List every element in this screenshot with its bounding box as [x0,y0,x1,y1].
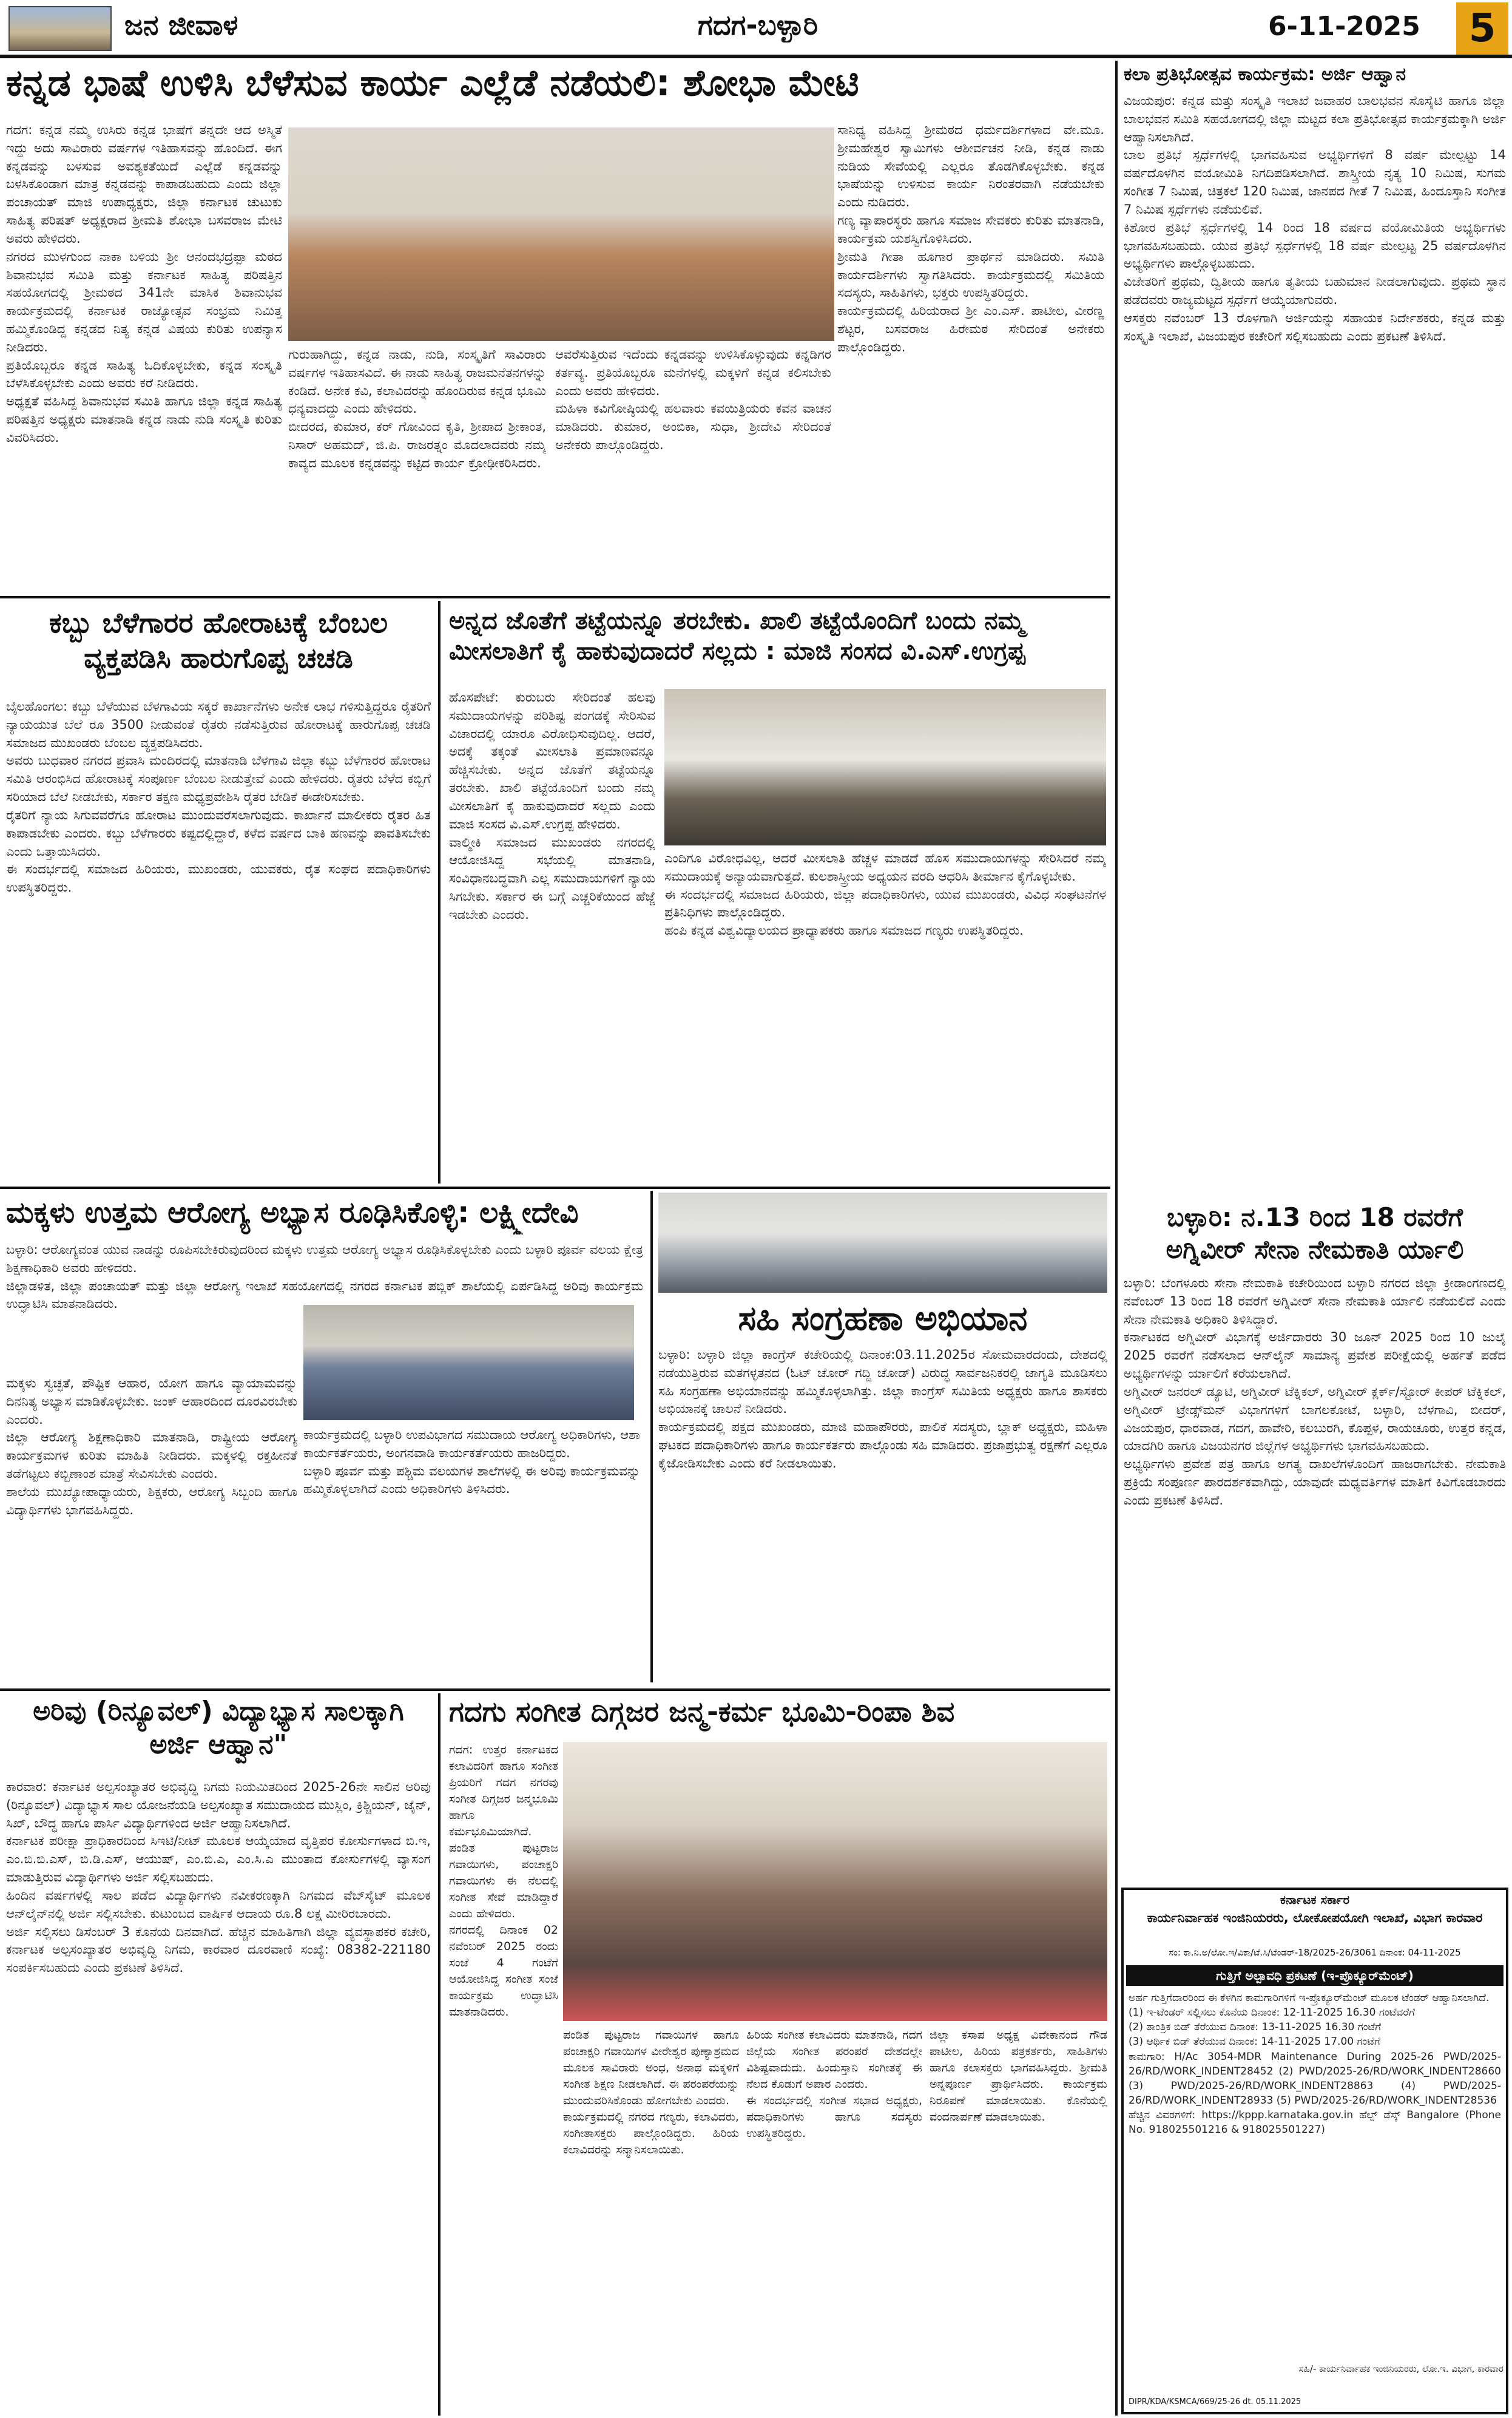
paper-name: ಜನ ಜೀವಾಳ [124,8,238,41]
a6-headline: ಅರಿವು (ರಿನ್ಯೂವಲ್) ವಿದ್ಯಾಭ್ಯಾಸ ಸಾಲಕ್ಕಾಗಿ ಅರ್ಜಿ ಆಹ್ವಾನ" [33,1696,404,1760]
tender-ref: ಸಂ: ಕಾ.ನಿ.ಅ/ಲೋ.ಇ/ವಿಕಾ/ಟೆ.ಸಿ/ಟೆಂಡರ್-18/2025-26/3061 ದಿನಾಂಕ: 04-11-2025 [1169,1947,1461,1958]
a3-photo [664,689,1106,845]
page-header [0,0,1512,58]
a7-col4: ಜಿಲ್ಲಾ ಕಸಾಪ ಅಧ್ಯಕ್ಷ ವಿವೇಕಾನಂದ ಗೌಡ ಪಾಟೀಲ, ಹಿರಿಯ ಪತ್ರಕರ್ತರು, ಸಾಹಿತಿಗಳು ಹಾಗೂ ಕಲಾಸಕ್ತರು ಭಾಗವಹಿಸಿದ್ದರು. ಶ್ರೀಮತಿ ಅನ್ನಪೂರ್ಣ ಪ್ರಾರ್ಥಿಸಿದರು. ಕಾರ್ಯಕ್ರಮ ನಿರೂಪಣೆ ಮಾಡಲಾಯಿತು. ಕೊನೆಯಲ್ಲಿ ವಂದನಾರ್ಪಣೆ ಮಾಡಲಾಯಿತು. [930,2028,1107,2124]
a1-col2: ಗುರುಹಾಗಿದ್ದು, ಕನ್ನಡ ನಾಡು, ನುಡಿ, ಸಂಸ್ಕೃತಿಗೆ ಸಾವಿರಾರು ವರ್ಷಗಳ ಇತಿಹಾಸವಿದೆ. ಈ ನಾಡು ಸಾಹಿತ್ಯ ರಾಜಮನೆತನಗಳನ್ನು ಕಂಡಿದೆ. ಅನೇಕ ಕವಿ, ಕಲಾವಿದರನ್ನು ಹೊಂದಿರುವ ಕನ್ನಡ ಭೂಮಿ ಧನ್ಯವಾದದ್ದು ಎಂದು ಹೇಳಿದರು. ಬೀದರದ, ಕುಮಾರ, ಕರ್ ಗೋವಿಂದ ಕೃತಿ, ಶ್ರೀಪಾದ ಶ್ರೀಕಾಂತ, ನಿಸಾರ್ ಅಹಮದ್, ಜಿ.ಪಿ. ರಾಜರತ್ನಂ ಮೊದಲಾದವರು ನಮ್ಮ ಕಾವ್ಯದ ಮೂಲಕ ಕನ್ನಡವನ್ನು ಕಟ್ಟಿದ ಕಾರ್ಯ ಕ್ರೋಢೀಕರಿಸಿದರು. [288,347,546,470]
a4-left: ಮಕ್ಕಳು ಸ್ವಚ್ಛತೆ, ಪೌಷ್ಟಿಕ ಆಹಾರ, ಯೋಗ ಹಾಗೂ ವ್ಯಾಯಾಮವನ್ನು ದಿನನಿತ್ಯ ಅಭ್ಯಾಸ ಮಾಡಿಕೊಳ್ಳಬೇಕು. ಜಂಕ್ ಆಹಾರದಿಂದ ದೂರವಿರಬೇಕು ಎಂದರು. ಜಿಲ್ಲಾ ಆರೋಗ್ಯ ಶಿಕ್ಷಣಾಧಿಕಾರಿ ಮಾತನಾಡಿ, ರಾಷ್ಟ್ರೀಯ ಆರೋಗ್ಯ ಕಾರ್ಯಕ್ರಮಗಳ ಕುರಿತು ಮಾಹಿತಿ ನೀಡಿದರು. ಮಕ್ಕಳಲ್ಲಿ ರಕ್ತಹೀನತೆ ತಡೆಗಟ್ಟಲು ಕಬ್ಬಿಣಾಂಶ ಮಾತ್ರೆ ಸೇವಿಸಬೇಕು ಎಂದರು. ಶಾಲೆಯ ಮುಖ್ಯೋಪಾಧ್ಯಾಯರು, ಶಿಕ್ಷಕರು, ಆರೋಗ್ಯ ಸಿಬ್ಬಂದಿ ಹಾಗೂ ವಿದ್ಯಾರ್ಥಿಗಳು ಭಾಗವಹಿಸಿದ್ದರು. [6,1376,297,1517]
tender-office: ಕಾರ್ಯನಿರ್ವಾಹಕ ಇಂಜಿನಿಯರರು, ಲೋಕೋಪಯೋಗಿ ಇಲಾಖೆ, ವಿಭಾಗ ಕಾರವಾರ [1147,1911,1483,1925]
a1-photo [288,127,834,341]
a7-col2: ಪಂಡಿತ ಪುಟ್ಟರಾಜ ಗವಾಯಿಗಳ ಹಾಗೂ ಪಂಚಾಕ್ಷರಿ ಗವಾಯಿಗಳ ವೀರೇಶ್ವರ ಪುಣ್ಯಾಶ್ರಮದ ಮೂಲಕ ಸಾವಿರಾರು ಅಂಧ, ಅನಾಥ ಮಕ್ಕಳಿಗೆ ಸಂಗೀತ ಶಿಕ್ಷಣ ನೀಡಲಾಗಿದೆ. ಈ ಪರಂಪರೆಯನ್ನು ಮುಂದುವರಿಸಿಕೊಂಡು ಹೋಗಬೇಕು ಎಂದರು. ಕಾರ್ಯಕ್ರಮದಲ್ಲಿ ನಗರದ ಗಣ್ಯರು, ಕಲಾವಿದರು, ಸಂಗೀತಾಸಕ್ತರು ಪಾಲ್ಗೊಂಡಿದ್ದರು. ಹಿರಿಯ ಕಲಾವಿದರನ್ನು ಸನ್ಮಾನಿಸಲಾಯಿತು. [563,2028,739,2156]
page-number: 5 [1456,2,1508,55]
dipr-code: DIPR/KDA/KSMCA/669/25-26 dt. 05.11.2025 [1129,2397,1301,2406]
a3-headline: ಅನ್ನದ ಜೊತೆಗೆ ತಟ್ಟೆಯನ್ನೂ ತರಬೇಕು. ಖಾಲಿ ತಟ್ಟೆಯೊಂದಿಗೆ ಬಂದು ನಮ್ಮ ಮೀಸಲಾತಿಗೆ ಕೈ ಹಾಕುವುದಾದರೆ ಸಲ್ಲದು : ಮಾಜಿ ಸಂಸದ ವಿ.ಎಸ್.ಉಗ್ರಪ್ಪ [449,607,1025,665]
a2-headline: ಕಬ್ಬು ಬೆಳೆಗಾರರ ಹೋರಾಟಕ್ಕೆ ಬೆಂಬಲ ವ್ಯಕ್ತಪಡಿಸಿ ಹಾರುಗೊಪ್ಪ ಚಚಡಿ [49,606,388,674]
a1-col1: ಗದಗ: ಕನ್ನಡ ನಮ್ಮ ಉಸಿರು ಕನ್ನಡ ಭಾಷೆಗೆ ತನ್ನದೇ ಆದ ಅಸ್ಮಿತೆ ಇದ್ದು ಅದು ಸಾವಿರಾರು ವರ್ಷಗಳ ಇತಿಹಾಸವನ್ನು ಹೊಂದಿದೆ. ಈಗ ಕನ್ನಡವನ್ನು ಬಳಸುವ ಅವಶ್ಯಕತೆಯಿದೆ ಎಲ್ಲೆಡೆ ಕನ್ನಡವನ್ನು ಬಳಸಿಕೊಂಡಾಗ ಮಾತ್ರ ಕನ್ನಡವನ್ನು ಕಾಪಾಡಬಹುದು ಎಂದು ಜಿಲ್ಲಾ ಪಂಚಾಯತ್ ಮಾಜಿ ಉಪಾಧ್ಯಕ್ಷರು, ಜಿಲ್ಲಾ ಕರ್ನಾಟಕ ಚುಟುಕು ಸಾಹಿತ್ಯ ಪರಿಷತ್ ಅಧ್ಯಕ್ಷರಾದ ಶ್ರೀಮತಿ ಶೋಭಾ ಬಸವರಾಜ ಮೇಟಿ ಅವರು ಹೇಳಿದರು. ನಗರದ ಮುಳಗುಂದ ನಾಕಾ ಬಳಿಯ ಶ್ರೀ ಆನಂದಭದ್ರಪ್ಪಾ ಮಠದ ಶಿವಾನುಭವ ಸಮಿತಿ ಮತ್ತು ಕರ್ನಾಟಕ ಸಾಹಿತ್ಯ ಪರಿಷತ್ತಿನ ಸಹಯೋಗದಲ್ಲಿ ಶ್ರೀಮಠದ 341ನೇ ಮಾಸಿಕ ಶಿವಾನುಭವ ಕಾರ್ಯಕ್ರಮದಲ್ಲಿ ಕರ್ನಾಟಕ ರಾಜ್ಯೋತ್ಸವ ಸಂಭ್ರಮ ನಿಮಿತ್ತ ಹಮ್ಮಿಕೊಂಡಿದ್ದ ಕನ್ನಡದ ನಿತ್ಯ ಕನ್ನಡ ವಿಷಯ ಕುರಿತು ಉಪನ್ಯಾಸ ನೀಡಿದರು. ಪ್ರತಿಯೊಬ್ಬರೂ ಕನ್ನಡ ಸಾಹಿತ್ಯ ಓದಿಕೊಳ್ಳಬೇಕು, ಕನ್ನಡ ಸಂಸ್ಕೃತಿ ಬೆಳೆಸಿಕೊಳ್ಳಬೇಕು ಎಂದು ಅವರು ಕರೆ ನೀಡಿದರು. ಅಧ್ಯಕ್ಷತೆ ವಹಿಸಿದ್ದ ಶಿವಾನುಭವ ಸಮಿತಿ ಹಾಗೂ ಜಿಲ್ಲಾ ಕನ್ನಡ ಸಾಹಿತ್ಯ ಪರಿಷತ್ತಿನ ಅಧ್ಯಕ್ಷರು ಮಾತನಾಡಿ ಕನ್ನಡ ನಾಡು ನುಡಿ ಸಂಸ್ಕೃತಿ ಕುರಿತು ವಿವರಿಸಿದರು. [6,123,282,445]
issue-date: 6-11-2025 [1268,11,1420,42]
a5-headline: ಸಹಿ ಸಂಗ್ರಹಣಾ ಅಭಿಯಾನ [738,1299,1028,1338]
a5-body: ಬಳ್ಳಾರಿ: ಬಳ್ಳಾರಿ ಜಿಲ್ಲಾ ಕಾಂಗ್ರೆಸ್ ಕಚೇರಿಯಲ್ಲಿ ದಿನಾಂಕ:03.11.2025ರ ಸೋಮವಾರದಂದು, ದೇಶದಲ್ಲಿ ನಡೆಯುತ್ತಿರುವ ಮತಗಳ್ಳತನದ (ಓಟ್ ಚೋರ್ ಗದ್ದಿ ಚೋಡ್) ವಿರುದ್ಧ ಸಾರ್ವಜನಿಕರಲ್ಲಿ ಜಾಗೃತಿ ಮೂಡಿಸಲು ಸಹಿ ಸಂಗ್ರಹಣಾ ಅಭಿಯಾನವನ್ನು ಹಮ್ಮಿಕೊಳ್ಳಲಾಗಿತ್ತು. ಜಿಲ್ಲಾ ಕಾಂಗ್ರೆಸ್ ಸಮಿತಿಯ ಅಧ್ಯಕ್ಷರು ಹಾಗೂ ಶಾಸಕರು ಅಭಿಯಾನಕ್ಕೆ ಚಾಲನೆ ನೀಡಿದರು. ಕಾರ್ಯಕ್ರಮದಲ್ಲಿ ಪಕ್ಷದ ಮುಖಂಡರು, ಮಾಜಿ ಮಹಾಪೌರರು, ಪಾಲಿಕೆ ಸದಸ್ಯರು, ಬ್ಲಾಕ್ ಅಧ್ಯಕ್ಷರು, ಮಹಿಳಾ ಘಟಕದ ಪದಾಧಿಕಾರಿಗಳು ಹಾಗೂ ಕಾರ್ಯಕರ್ತರು ಪಾಲ್ಗೊಂಡು ಸಹಿ ಮಾಡಿದರು. ಪ್ರಜಾಪ್ರಭುತ್ವ ರಕ್ಷಣೆಗೆ ಎಲ್ಲರೂ ಕೈಜೋಡಿಸಬೇಕು ಎಂದು ಕರೆ ನೀಡಲಾಯಿತು. [658,1347,1107,1471]
a8-body: ವಿಜಯಪುರ: ಕನ್ನಡ ಮತ್ತು ಸಂಸ್ಕೃತಿ ಇಲಾಖೆ ಜವಾಹರ ಬಾಲಭವನ ಸೊಸೈಟಿ ಹಾಗೂ ಜಿಲ್ಲಾ ಬಾಲಭವನ ಸಮಿತಿ ಸಹಯೋಗದಲ್ಲಿ ಜಿಲ್ಲಾ ಮಟ್ಟದ ಕಲಾ ಪ್ರತಿಭೋತ್ಸವ ಕಾರ್ಯಕ್ರಮಕ್ಕಾಗಿ ಅರ್ಜಿ ಆಹ್ವಾನಿಸಲಾಗಿದೆ. ಬಾಲ ಪ್ರತಿಭೆ ಸ್ಪರ್ಧೆಗಳಲ್ಲಿ ಭಾಗವಹಿಸುವ ಅಭ್ಯರ್ಥಿಗಳಿಗೆ 8 ವರ್ಷ ಮೇಲ್ಪಟ್ಟು 14 ವರ್ಷದೊಳಗಿನ ವಯೋಮಿತಿ ನಿಗದಿಪಡಿಸಲಾಗಿದೆ. ಶಾಸ್ತ್ರೀಯ ನೃತ್ಯ 10 ನಿಮಿಷ, ಸುಗಮ ಸಂಗೀತ 7 ನಿಮಿಷ, ಚಿತ್ರಕಲೆ 120 ನಿಮಿಷ, ಜಾನಪದ ಗೀತೆ 7 ನಿಮಿಷ, ಹಿಂದೂಸ್ತಾನಿ ಸಂಗೀತ 7 ನಿಮಿಷ ಸ್ಪರ್ಧೆಗಳು ನಡೆಯಲಿವೆ. ಕಿಶೋರ ಪ್ರತಿಭೆ ಸ್ಪರ್ಧೆಗಳಲ್ಲಿ 14 ರಿಂದ 18 ವರ್ಷದ ವಯೋಮಿತಿಯ ಅಭ್ಯರ್ಥಿಗಳು ಭಾಗವಹಿಸಬಹುದು. ಯುವ ಪ್ರತಿಭೆ ಸ್ಪರ್ಧೆಗಳಲ್ಲಿ 18 ವರ್ಷ ಮೇಲ್ಪಟ್ಟ 25 ವರ್ಷದೊಳಗಿನ ಅಭ್ಯರ್ಥಿಗಳು ಪಾಲ್ಗೊಳ್ಳಬಹುದು. ವಿಜೇತರಿಗೆ ಪ್ರಥಮ, ದ್ವಿತೀಯ ಹಾಗೂ ತೃತೀಯ ಬಹುಮಾನ ನೀಡಲಾಗುವುದು. ಪ್ರಥಮ ಸ್ಥಾನ ಪಡೆದವರು ರಾಜ್ಯಮಟ್ಟದ ಸ್ಪರ್ಧೆಗೆ ಆಯ್ಕೆಯಾಗುವರು. ಆಸಕ್ತರು ನವೆಂಬರ್ 13 ರೊಳಗಾಗಿ ಅರ್ಜಿಯನ್ನು ಸಹಾಯಕ ನಿರ್ದೇಶಕರು, ಕನ್ನಡ ಮತ್ತು ಸಂಸ್ಕೃತಿ ಇಲಾಖೆ, ವಿಜಯಪುರ ಕಚೇರಿಗೆ ಸಲ್ಲಿಸಬಹುದು ಎಂದು ಪ್ರಕಟಣೆ ತಿಳಿಸಿದೆ. [1124,93,1506,344]
divider [0,1688,1110,1691]
tender-title: ಗುತ್ತಿಗೆ ಅಲ್ಪಾವಧಿ ಪ್ರಕಟಣೆ (ಇ-ಪ್ರೊಕ್ಯೂರ್‌ಮೆಂಟ್) [1126,1965,1504,1986]
a4-headline: ಮಕ್ಕಳು ಉತ್ತಮ ಆರೋಗ್ಯ ಅಭ್ಯಾಸ ರೂಢಿಸಿಕೊಳ್ಳಿ: ಲಕ್ಷ್ಮೀದೇವಿ [6,1196,579,1230]
a3-left: ಹೊಸಪೇಟೆ: ಕುರುಬರು ಸೇರಿದಂತೆ ಹಲವು ಸಮುದಾಯಗಳನ್ನು ಪರಿಶಿಷ್ಟ ಪಂಗಡಕ್ಕೆ ಸೇರಿಸುವ ವಿಚಾರದಲ್ಲಿ ಯಾರೂ ವಿರೋಧಿಸುವುದಿಲ್ಲ. ಆದರೆ, ಅದಕ್ಕೆ ತಕ್ಕಂತೆ ಮೀಸಲಾತಿ ಪ್ರಮಾಣವನ್ನೂ ಹೆಚ್ಚಿಸಬೇಕು. ಅನ್ನದ ಜೊತೆಗೆ ತಟ್ಟೆಯನ್ನೂ ತರಬೇಕು. ಖಾಲಿ ತಟ್ಟೆಯೊಂದಿಗೆ ಬಂದು ನಮ್ಮ ಮೀಸಲಾತಿಗೆ ಕೈ ಹಾಕುವುದಾದರೆ ಸಲ್ಲದು ಎಂದು ಮಾಜಿ ಸಂಸದ ವಿ.ಎಸ್.ಉಗ್ರಪ್ಪ ಹೇಳಿದರು. ವಾಲ್ಮೀಕಿ ಸಮಾಜದ ಮುಖಂಡರು ನಗರದಲ್ಲಿ ಆಯೋಜಿಸಿದ್ದ ಸಭೆಯಲ್ಲಿ ಮಾತನಾಡಿ, ಸಂವಿಧಾನಬದ್ಧವಾಗಿ ಎಲ್ಲ ಸಮುದಾಯಗಳಿಗೆ ನ್ಯಾಯ ಸಿಗಬೇಕು. ಸರ್ಕಾರ ಈ ಬಗ್ಗೆ ಎಚ್ಚರಿಕೆಯಿಂದ ಹೆಜ್ಜೆ ಇಡಬೇಕು ಎಂದರು. [449,690,655,922]
a4-photo [303,1305,634,1420]
a4-right: ಕಾರ್ಯಕ್ರಮದಲ್ಲಿ ಬಳ್ಳಾರಿ ಉಪವಿಭಾಗದ ಸಮುದಾಯ ಆರೋಗ್ಯ ಅಧಿಕಾರಿಗಳು, ಆಶಾ ಕಾರ್ಯಕರ್ತೆಯರು, ಅಂಗನವಾಡಿ ಕಾರ್ಯಕರ್ತೆಯರು ಹಾಜರಿದ್ದರು. ಬಳ್ಳಾರಿ ಪೂರ್ವ ಮತ್ತು ಪಶ್ಚಿಮ ವಲಯಗಳ ಶಾಲೆಗಳಲ್ಲಿ ಈ ಅರಿವು ಕಾರ್ಯಕ್ರಮವನ್ನು ಹಮ್ಮಿಕೊಳ್ಳಲಾಗಿದೆ ಎಂದು ಅಧಿಕಾರಿಗಳು ತಿಳಿಸಿದರು. [303,1427,640,1497]
a1-col4: ಸಾನಿಧ್ಯ ವಹಿಸಿದ್ದ ಶ್ರೀಮಠದ ಧರ್ಮದರ್ಶಿಗಳಾದ ವೇ.ಮೂ. ಶ್ರೀಮಹೇಶ್ವರ ಸ್ವಾಮಿಗಳು ಆಶೀರ್ವಚನ ನೀಡಿ, ಕನ್ನಡ ನಾಡು ನುಡಿಯ ಸೇವೆಯಲ್ಲಿ ಎಲ್ಲರೂ ತೊಡಗಿಕೊಳ್ಳಬೇಕು. ಕನ್ನಡ ಭಾಷೆಯನ್ನು ಉಳಿಸುವ ಕಾರ್ಯ ನಿರಂತರವಾಗಿ ನಡೆಯಬೇಕು ಎಂದು ನುಡಿದರು. ಗಣ್ಯ ವ್ಯಾಪಾರಸ್ಥರು ಹಾಗೂ ಸಮಾಜ ಸೇವಕರು ಕುರಿತು ಮಾತನಾಡಿ, ಕಾರ್ಯಕ್ರಮ ಯಶಸ್ವಿಗೊಳಿಸಿದರು. ಶ್ರೀಮತಿ ಗೀತಾ ಹೂಗಾರ ಪ್ರಾರ್ಥನೆ ಮಾಡಿದರು. ಸಮಿತಿ ಕಾರ್ಯದರ್ಶಿಗಳು ಸ್ವಾಗತಿಸಿದರು. ಕಾರ್ಯಕ್ರಮದಲ್ಲಿ ಸಮಿತಿಯ ಸದಸ್ಯರು, ಸಾಹಿತಿಗಳು, ಭಕ್ತರು ಉಪಸ್ಥಿತರಿದ್ದರು. ಕಾರ್ಯಕ್ರಮದಲ್ಲಿ ಹಿರಿಯರಾದ ಶ್ರೀ ಎಂ.ಎಸ್. ಪಾಟೀಲ, ವೀರಣ್ಣ ಶೆಟ್ಟರ, ಬಸವರಾಜ ಹಿರೇಮಠ ಸೇರಿದಂತೆ ಅನೇಕರು ಪಾಲ್ಗೊಂಡಿದ್ದರು. [837,123,1104,354]
tender-body: ಅರ್ಹ ಗುತ್ತಿಗೆದಾರರಿಂದ ಈ ಕೆಳಗಿನ ಕಾಮಗಾರಿಗಳಿಗೆ ಇ-ಪ್ರೊಕ್ಯೂರ್‌ಮೆಂಟ್ ಮೂಲಕ ಟೆಂಡರ್ ಆಹ್ವಾನಿಸಲಾಗಿದೆ. (1) ಇ-ಟೆಂಡರ್ ಸಲ್ಲಿಸಲು ಕೊನೆಯ ದಿನಾಂಕ: 12-11-2025 16.30 ಗಂಟೆವರೆಗೆ (2) ತಾಂತ್ರಿಕ ಬಿಡ್ ತೆರೆಯುವ ದಿನಾಂಕ: 13-11-2025 16.30 ಗಂಟೆಗೆ (3) ಆರ್ಥಿಕ ಬಿಡ್ ತೆರೆಯುವ ದಿನಾಂಕ: 14-11-2025 17.00 ಗಂಟೆಗೆ ಕಾಮಗಾರಿ: H/Ac 3054-MDR Maintenance During 2025-26 PWD/2025-26/RD/WORK_INDENT28452 (2) PWD/2025-26/RD/WORK_INDENT28660 (3) PWD/2025-26/RD/WORK_INDENT28863 (4) PWD/2025-26/RD/WORK_INDENT28933 (5) PWD/2025-26/RD/WORK_INDENT28536 ಹೆಚ್ಚಿನ ವಿವರಗಳಿಗೆ: https://kppp.karnataka.gov.in ಹೆಲ್ಪ್ ಡೆಸ್ಕ್ Bangalore (Phone No. 918025501216 & 918025501227) [1129,1992,1501,2136]
divider [1115,61,1118,2416]
a7-col3: ಹಿರಿಯ ಸಂಗೀತ ಕಲಾವಿದರು ಮಾತನಾಡಿ, ಗದಗ ಜಿಲ್ಲೆಯ ಸಂಗೀತ ಪರಂಪರೆ ದೇಶದಲ್ಲೇ ವಿಶಿಷ್ಟವಾದುದು. ಹಿಂದುಸ್ತಾನಿ ಸಂಗೀತಕ್ಕೆ ಈ ನೆಲದ ಕೊಡುಗೆ ಅಪಾರ ಎಂದರು. ಈ ಸಂದರ್ಭದಲ್ಲಿ ಸಂಗೀತ ಸಭಾದ ಅಧ್ಯಕ್ಷರು, ಪದಾಧಿಕಾರಿಗಳು ಹಾಗೂ ಸದಸ್ಯರು ಉಪಸ್ಥಿತರಿದ್ದರು. [746,2028,922,2140]
divider [0,596,1110,598]
a5-photo [658,1193,1107,1293]
tender-govt: ಕರ್ನಾಟಕ ಸರ್ಕಾರ [1280,1892,1350,1907]
a1-col3: ಆವರೆಸುತ್ತಿರುವ ಇದೆಂದು ಕನ್ನಡವನ್ನು ಉಳಿಸಿಕೊಳ್ಳುವುದು ಕನ್ನಡಿಗರ ಕರ್ತವ್ಯ. ಪ್ರತಿಯೊಬ್ಬರೂ ಮನೆಗಳಲ್ಲಿ ಮಕ್ಕಳಿಗೆ ಕನ್ನಡ ಕಲಿಸಬೇಕು ಎಂದು ಅವರು ಹೇಳಿದರು. ಮಹಿಳಾ ಕವಿಗೋಷ್ಠಿಯಲ್ಲಿ ಹಲವಾರು ಕವಯಿತ್ರಿಯರು ಕವನ ವಾಚನ ಮಾಡಿದರು. ಕುಮಾರ, ಅಂಬಿಕಾ, ಸುಧಾ, ಶ್ರೀದೇವಿ ಸೇರಿದಂತೆ ಅನೇಕರು ಪಾಲ್ಗೊಂಡಿದ್ದರು. [555,347,831,453]
section-name: ಗದಗ-ಬಳ್ಳಾರಿ [698,8,818,41]
tender-notice [1121,1888,1508,2414]
a1-headline: ಕನ್ನಡ ಭಾಷೆ ಉಳಿಸಿ ಬೆಳೆಸುವ ಕಾರ್ಯ ಎಲ್ಲೆಡೆ ನಡೆಯಲಿ: ಶೋಭಾ ಮೇಟಿ [6,62,859,104]
a6-body: ಕಾರವಾರ: ಕರ್ನಾಟಕ ಅಲ್ಪಸಂಖ್ಯಾತರ ಅಭಿವೃದ್ಧಿ ನಿಗಮ ನಿಯಮಿತದಿಂದ 2025-26ನೇ ಸಾಲಿನ ಅರಿವು (ರಿನ್ಯೂವಲ್) ವಿದ್ಯಾಭ್ಯಾಸ ಸಾಲ ಯೋಜನೆಯಡಿ ಅಲ್ಪಸಂಖ್ಯಾತ ಸಮುದಾಯದ ಮುಸ್ಲಿಂ, ಕ್ರಿಶ್ಚಿಯನ್, ಜೈನ್, ಸಿಖ್, ಬೌದ್ಧ ಹಾಗೂ ಪಾರ್ಸಿ ವಿದ್ಯಾರ್ಥಿಗಳಿಂದ ಅರ್ಜಿ ಆಹ್ವಾನಿಸಲಾಗಿದೆ. ಕರ್ನಾಟಕ ಪರೀಕ್ಷಾ ಪ್ರಾಧಿಕಾರದಿಂದ ಸಿಇಟಿ/ನೀಟ್ ಮೂಲಕ ಆಯ್ಕೆಯಾದ ವೃತ್ತಿಪರ ಕೋರ್ಸುಗಳಾದ ಬಿ.ಇ, ಎಂ.ಬಿ.ಬಿ.ಎಸ್, ಬಿ.ಡಿ.ಎಸ್, ಆಯುಷ್, ಎಂ.ಬಿ.ಎ, ಎಂ.ಸಿ.ಎ ಮುಂತಾದ ಕೋರ್ಸುಗಳಲ್ಲಿ ವ್ಯಾಸಂಗ ಮಾಡುತ್ತಿರುವ ವಿದ್ಯಾರ್ಥಿಗಳು ಅರ್ಜಿ ಸಲ್ಲಿಸಬಹುದು. ಹಿಂದಿನ ವರ್ಷಗಳಲ್ಲಿ ಸಾಲ ಪಡೆದ ವಿದ್ಯಾರ್ಥಿಗಳು ನವೀಕರಣಕ್ಕಾಗಿ ನಿಗಮದ ವೆಬ್‌ಸೈಟ್ ಮೂಲಕ ಆನ್‌ಲೈನ್‌ನಲ್ಲಿ ಅರ್ಜಿ ಸಲ್ಲಿಸಬೇಕು. ಕುಟುಂಬದ ವಾರ್ಷಿಕ ಆದಾಯ ರೂ.8 ಲಕ್ಷ ಮೀರಿರಬಾರದು. ಅರ್ಜಿ ಸಲ್ಲಿಸಲು ಡಿಸೆಂಬರ್ 3 ಕೊನೆಯ ದಿನವಾಗಿದೆ. ಹೆಚ್ಚಿನ ಮಾಹಿತಿಗಾಗಿ ಜಿಲ್ಲಾ ವ್ಯವಸ್ಥಾಪಕರ ಕಚೇರಿ, ಕರ್ನಾಟಕ ಅಲ್ಪಸಂಖ್ಯಾತರ ಅಭಿವೃದ್ಧಿ ನಿಗಮ, ಕಾರವಾರ ದೂರವಾಣಿ ಸಂಖ್ಯೆ: 08382-221180 ಸಂಪರ್ಕಿಸಬಹುದು ಎಂದು ಪ್ರಕಟಣೆ ತಿಳಿಸಿದೆ. [6,1780,431,1976]
a8-headline: ಕಲಾ ಪ್ರತಿಭೋತ್ಸವ ಕಾರ್ಯಕ್ರಮ: ಅರ್ಜಿ ಆಹ್ವಾನ [1124,64,1406,85]
a7-headline: ಗದಗು ಸಂಗೀತ ದಿಗ್ಗಜರ ಜನ್ಮ-ಕರ್ಮ ಭೂಮಿ-ರಿಂಪಾ ಶಿವ [449,1695,955,1728]
a9-body: ಬಳ್ಳಾರಿ: ಬೆಂಗಳೂರು ಸೇನಾ ನೇಮಕಾತಿ ಕಚೇರಿಯಿಂದ ಬಳ್ಳಾರಿ ನಗರದ ಜಿಲ್ಲಾ ಕ್ರೀಡಾಂಗಣದಲ್ಲಿ ನವೆಂಬರ್ 13 ರಿಂದ 18 ರವರೆಗೆ ಅಗ್ನಿವೀರ್ ಸೇನಾ ನೇಮಕಾತಿ ರ್ಯಾಲಿ ನಡೆಯಲಿದೆ ಎಂದು ಸೇನಾ ನೇಮಕಾತಿ ಅಧಿಕಾರಿ ತಿಳಿಸಿದ್ದಾರೆ. ಕರ್ನಾಟಕದ ಅಗ್ನಿವೀರ್ ವಿಭಾಗಕ್ಕೆ ಅರ್ಜಿದಾರರು 30 ಜೂನ್ 2025 ರಿಂದ 10 ಜುಲೈ 2025 ರವರೆಗೆ ನಡೆಸಲಾದ ಆನ್‌ಲೈನ್ ಸಾಮಾನ್ಯ ಪ್ರವೇಶ ಪರೀಕ್ಷೆಯಲ್ಲಿ ಅರ್ಹತೆ ಪಡೆದ ಅಭ್ಯರ್ಥಿಗಳನ್ನು ರ್ಯಾಲಿಗೆ ಕರೆಯಲಾಗಿದೆ. ಅಗ್ನಿವೀರ್ ಜನರಲ್ ಡ್ಯೂಟಿ, ಅಗ್ನಿವೀರ್ ಟೆಕ್ನಿಕಲ್, ಅಗ್ನಿವೀರ್ ಕ್ಲರ್ಕ್/ಸ್ಟೋರ್ ಕೀಪರ್ ಟೆಕ್ನಿಕಲ್, ಅಗ್ನಿವೀರ್ ಟ್ರೇಡ್ಸ್‌ಮನ್ ವಿಭಾಗಗಳಿಗೆ ಬಾಗಲಕೋಟೆ, ಬಳ್ಳಾರಿ, ಬೆಳಗಾವಿ, ಬೀದರ್, ವಿಜಯಪುರ, ಧಾರವಾಡ, ಗದಗ, ಹಾವೇರಿ, ಕಲಬುರಗಿ, ಕೊಪ್ಪಳ, ರಾಯಚೂರು, ಉತ್ತರ ಕನ್ನಡ, ಯಾದಗಿರಿ ಹಾಗೂ ವಿಜಯನಗರ ಜಿಲ್ಲೆಗಳ ಅಭ್ಯರ್ಥಿಗಳು ಭಾಗವಹಿಸಬಹುದು. ಅಭ್ಯರ್ಥಿಗಳು ಪ್ರವೇಶ ಪತ್ರ ಹಾಗೂ ಅಗತ್ಯ ದಾಖಲೆಗಳೊಂದಿಗೆ ಹಾಜರಾಗಬೇಕು. ನೇಮಕಾತಿ ಪ್ರಕ್ರಿಯೆ ಸಂಪೂರ್ಣ ಪಾರದರ್ಶಕವಾಗಿದ್ದು, ಯಾವುದೇ ಮಧ್ಯವರ್ತಿಗಳ ಮಾತಿಗೆ ಕಿವಿಗೊಡಬಾರದು ಎಂದು ಪ್ರಕಟಣೆ ತಿಳಿಸಿದೆ. [1124,1276,1506,1508]
a9-headline: ಬಳ್ಳಾರಿ: ನ.13 ರಿಂದ 18 ರವರೆಗೆ ಅಗ್ನಿವೀರ್ ಸೇನಾ ನೇಮಕಾತಿ ರ್ಯಾಲಿ [1166,1202,1464,1264]
divider [0,1187,1110,1189]
a2-body: ಬೈಲಹೊಂಗಲ: ಕಬ್ಬು ಬೆಳೆಯುವ ಬೆಳಗಾವಿಯ ಸಕ್ಕರೆ ಕಾರ್ಖಾನೆಗಳು ಅನೇಕ ಲಾಭ ಗಳಿಸುತ್ತಿದ್ದರೂ ರೈತರಿಗೆ ನ್ಯಾಯಯುತ ಬೆಲೆ ರೂ 3500 ನೀಡುವಂತೆ ರೈತರು ನಡೆಸುತ್ತಿರುವ ಹೋರಾಟಕ್ಕೆ ಹಾರುಗೊಪ್ಪ ಚಚಡಿ ಸಮಾಜದ ಮುಖಂಡರು ಬೆಂಬಲ ವ್ಯಕ್ತಪಡಿಸಿದರು. ಅವರು ಬುಧವಾರ ನಗರದ ಪ್ರವಾಸಿ ಮಂದಿರದಲ್ಲಿ ಮಾತನಾಡಿ ಬೆಳಗಾವಿ ಜಿಲ್ಲಾ ಕಬ್ಬು ಬೆಳೆಗಾರರ ಹೋರಾಟ ಸಮಿತಿ ಆರಂಭಿಸಿದ ಹೋರಾಟಕ್ಕೆ ಸಂಪೂರ್ಣ ಬೆಂಬಲ ನೀಡುತ್ತೇವೆ ಎಂದು ಹೇಳಿದರು. ರೈತರು ಬೆಳೆದ ಕಬ್ಬಿಗೆ ಸರಿಯಾದ ಬೆಲೆ ನೀಡಬೇಕು, ಸರ್ಕಾರ ತಕ್ಷಣ ಮಧ್ಯಪ್ರವೇಶಿಸಿ ರೈತರ ಬೇಡಿಕೆ ಈಡೇರಿಸಬೇಕು. ರೈತರಿಗೆ ನ್ಯಾಯ ಸಿಗುವವರೆಗೂ ಹೋರಾಟ ಮುಂದುವರೆಸಲಾಗುವುದು. ಕಾರ್ಖಾನೆ ಮಾಲೀಕರು ರೈತರ ಹಿತ ಕಾಪಾಡಬೇಕು ಎಂದರು. ಕಬ್ಬು ಬೆಳೆಗಾರರು ಕಷ್ಟದಲ್ಲಿದ್ದಾರೆ, ಕಳೆದ ವರ್ಷದ ಬಾಕಿ ಹಣವನ್ನು ಪಾವತಿಸಬೇಕು ಎಂದು ಒತ್ತಾಯಿಸಿದರು. ಈ ಸಂದರ್ಭದಲ್ಲಿ ಸಮಾಜದ ಹಿರಿಯರು, ಮುಖಂಡರು, ಯುವಕರು, ರೈತ ಸಂಘದ ಪದಾಧಿಕಾರಿಗಳು ಉಪಸ್ಥಿತರಿದ್ದರು. [6,699,431,895]
masthead-thumbnail [8,6,112,51]
a7-photo [563,1742,1107,2021]
divider [438,1693,440,2416]
a3-right: ಎಂದಿಗೂ ವಿರೋಧವಿಲ್ಲ, ಆದರೆ ಮೀಸಲಾತಿ ಹೆಚ್ಚಳ ಮಾಡದೆ ಹೊಸ ಸಮುದಾಯಗಳನ್ನು ಸೇರಿಸಿದರೆ ನಮ್ಮ ಸಮುದಾಯಕ್ಕೆ ಅನ್ಯಾಯವಾಗುತ್ತದೆ. ಕುಲಶಾಸ್ತ್ರೀಯ ಅಧ್ಯಯನ ವರದಿ ಆಧರಿಸಿ ತೀರ್ಮಾನ ಕೈಗೊಳ್ಳಬೇಕು. ಈ ಸಂದರ್ಭದಲ್ಲಿ ಸಮಾಜದ ಹಿರಿಯರು, ಜಿಲ್ಲಾ ಪದಾಧಿಕಾರಿಗಳು, ಯುವ ಮುಖಂಡರು, ವಿವಿಧ ಸಂಘಟನೆಗಳ ಪ್ರತಿನಿಧಿಗಳು ಪಾಲ್ಗೊಂಡಿದ್ದರು. ಹಂಪಿ ಕನ್ನಡ ವಿಶ್ವವಿದ್ಯಾಲಯದ ಪ್ರಾಧ್ಯಾಪಕರು ಹಾಗೂ ಸಮಾಜದ ಗಣ್ಯರು ಉಪಸ್ಥಿತರಿದ್ದರು. [664,851,1106,938]
divider [438,601,440,1184]
divider [650,1191,653,1682]
a4-top: ಬಳ್ಳಾರಿ: ಆರೋಗ್ಯವಂತ ಯುವ ನಾಡನ್ನು ರೂಪಿಸಬೇಕಿರುವುದರಿಂದ ಮಕ್ಕಳು ಉತ್ತಮ ಆರೋಗ್ಯ ಅಭ್ಯಾಸ ರೂಢಿಸಿಕೊಳ್ಳಬೇಕು ಎಂದು ಬಳ್ಳಾರಿ ಪೂರ್ವ ವಲಯ ಕ್ಷೇತ್ರ ಶಿಕ್ಷಣಾಧಿಕಾರಿ ಅವರು ಹೇಳಿದರು. ಜಿಲ್ಲಾಡಳಿತ, ಜಿಲ್ಲಾ ಪಂಚಾಯತ್ ಮತ್ತು ಜಿಲ್ಲಾ ಆರೋಗ್ಯ ಇಲಾಖೆ ಸಹಯೋಗದಲ್ಲಿ ನಗರದ ಕರ್ನಾಟಕ ಪಬ್ಲಿಕ್ ಶಾಲೆಯಲ್ಲಿ ಏರ್ಪಡಿಸಿದ್ದ ಅರಿವು ಕಾರ್ಯಕ್ರಮ ಉದ್ಘಾಟಿಸಿ ಮಾತನಾಡಿದರು. [6,1242,643,1312]
tender-signature: ಸಹಿ/- ಕಾರ್ಯನಿರ್ವಾಹಕ ಇಂಜಿನಿಯರರು, ಲೋ.ಇ. ವಿಭಾಗ, ಕಾರವಾರ [1298,2363,1504,2374]
a7-col1: ಗದಗ: ಉತ್ತರ ಕರ್ನಾಟಕದ ಕಲಾವಿದರಿಗೆ ಹಾಗೂ ಸಂಗೀತ ಪ್ರಿಯರಿಗೆ ಗದಗ ನಗರವು ಸಂಗೀತ ದಿಗ್ಗಜರ ಜನ್ಮಭೂಮಿ ಹಾಗೂ ಕರ್ಮಭೂಮಿಯಾಗಿದೆ. ಪಂಡಿತ ಪುಟ್ಟರಾಜ ಗವಾಯಿಗಳು, ಪಂಚಾಕ್ಷರಿ ಗವಾಯಿಗಳು ಈ ನೆಲದಲ್ಲಿ ಸಂಗೀತ ಸೇವೆ ಮಾಡಿದ್ದಾರೆ ಎಂದು ಹೇಳಿದರು. ನಗರದಲ್ಲಿ ದಿನಾಂಕ 02 ನವೆಂಬರ್ 2025 ರಂದು ಸಂಜೆ 4 ಗಂಟೆಗೆ ಆಯೋಜಿಸಿದ್ದ ಸಂಗೀತ ಸಂಜೆ ಕಾರ್ಯಕ್ರಮ ಉದ್ಘಾಟಿಸಿ ಮಾತನಾಡಿದರು. [449,1743,558,2019]
